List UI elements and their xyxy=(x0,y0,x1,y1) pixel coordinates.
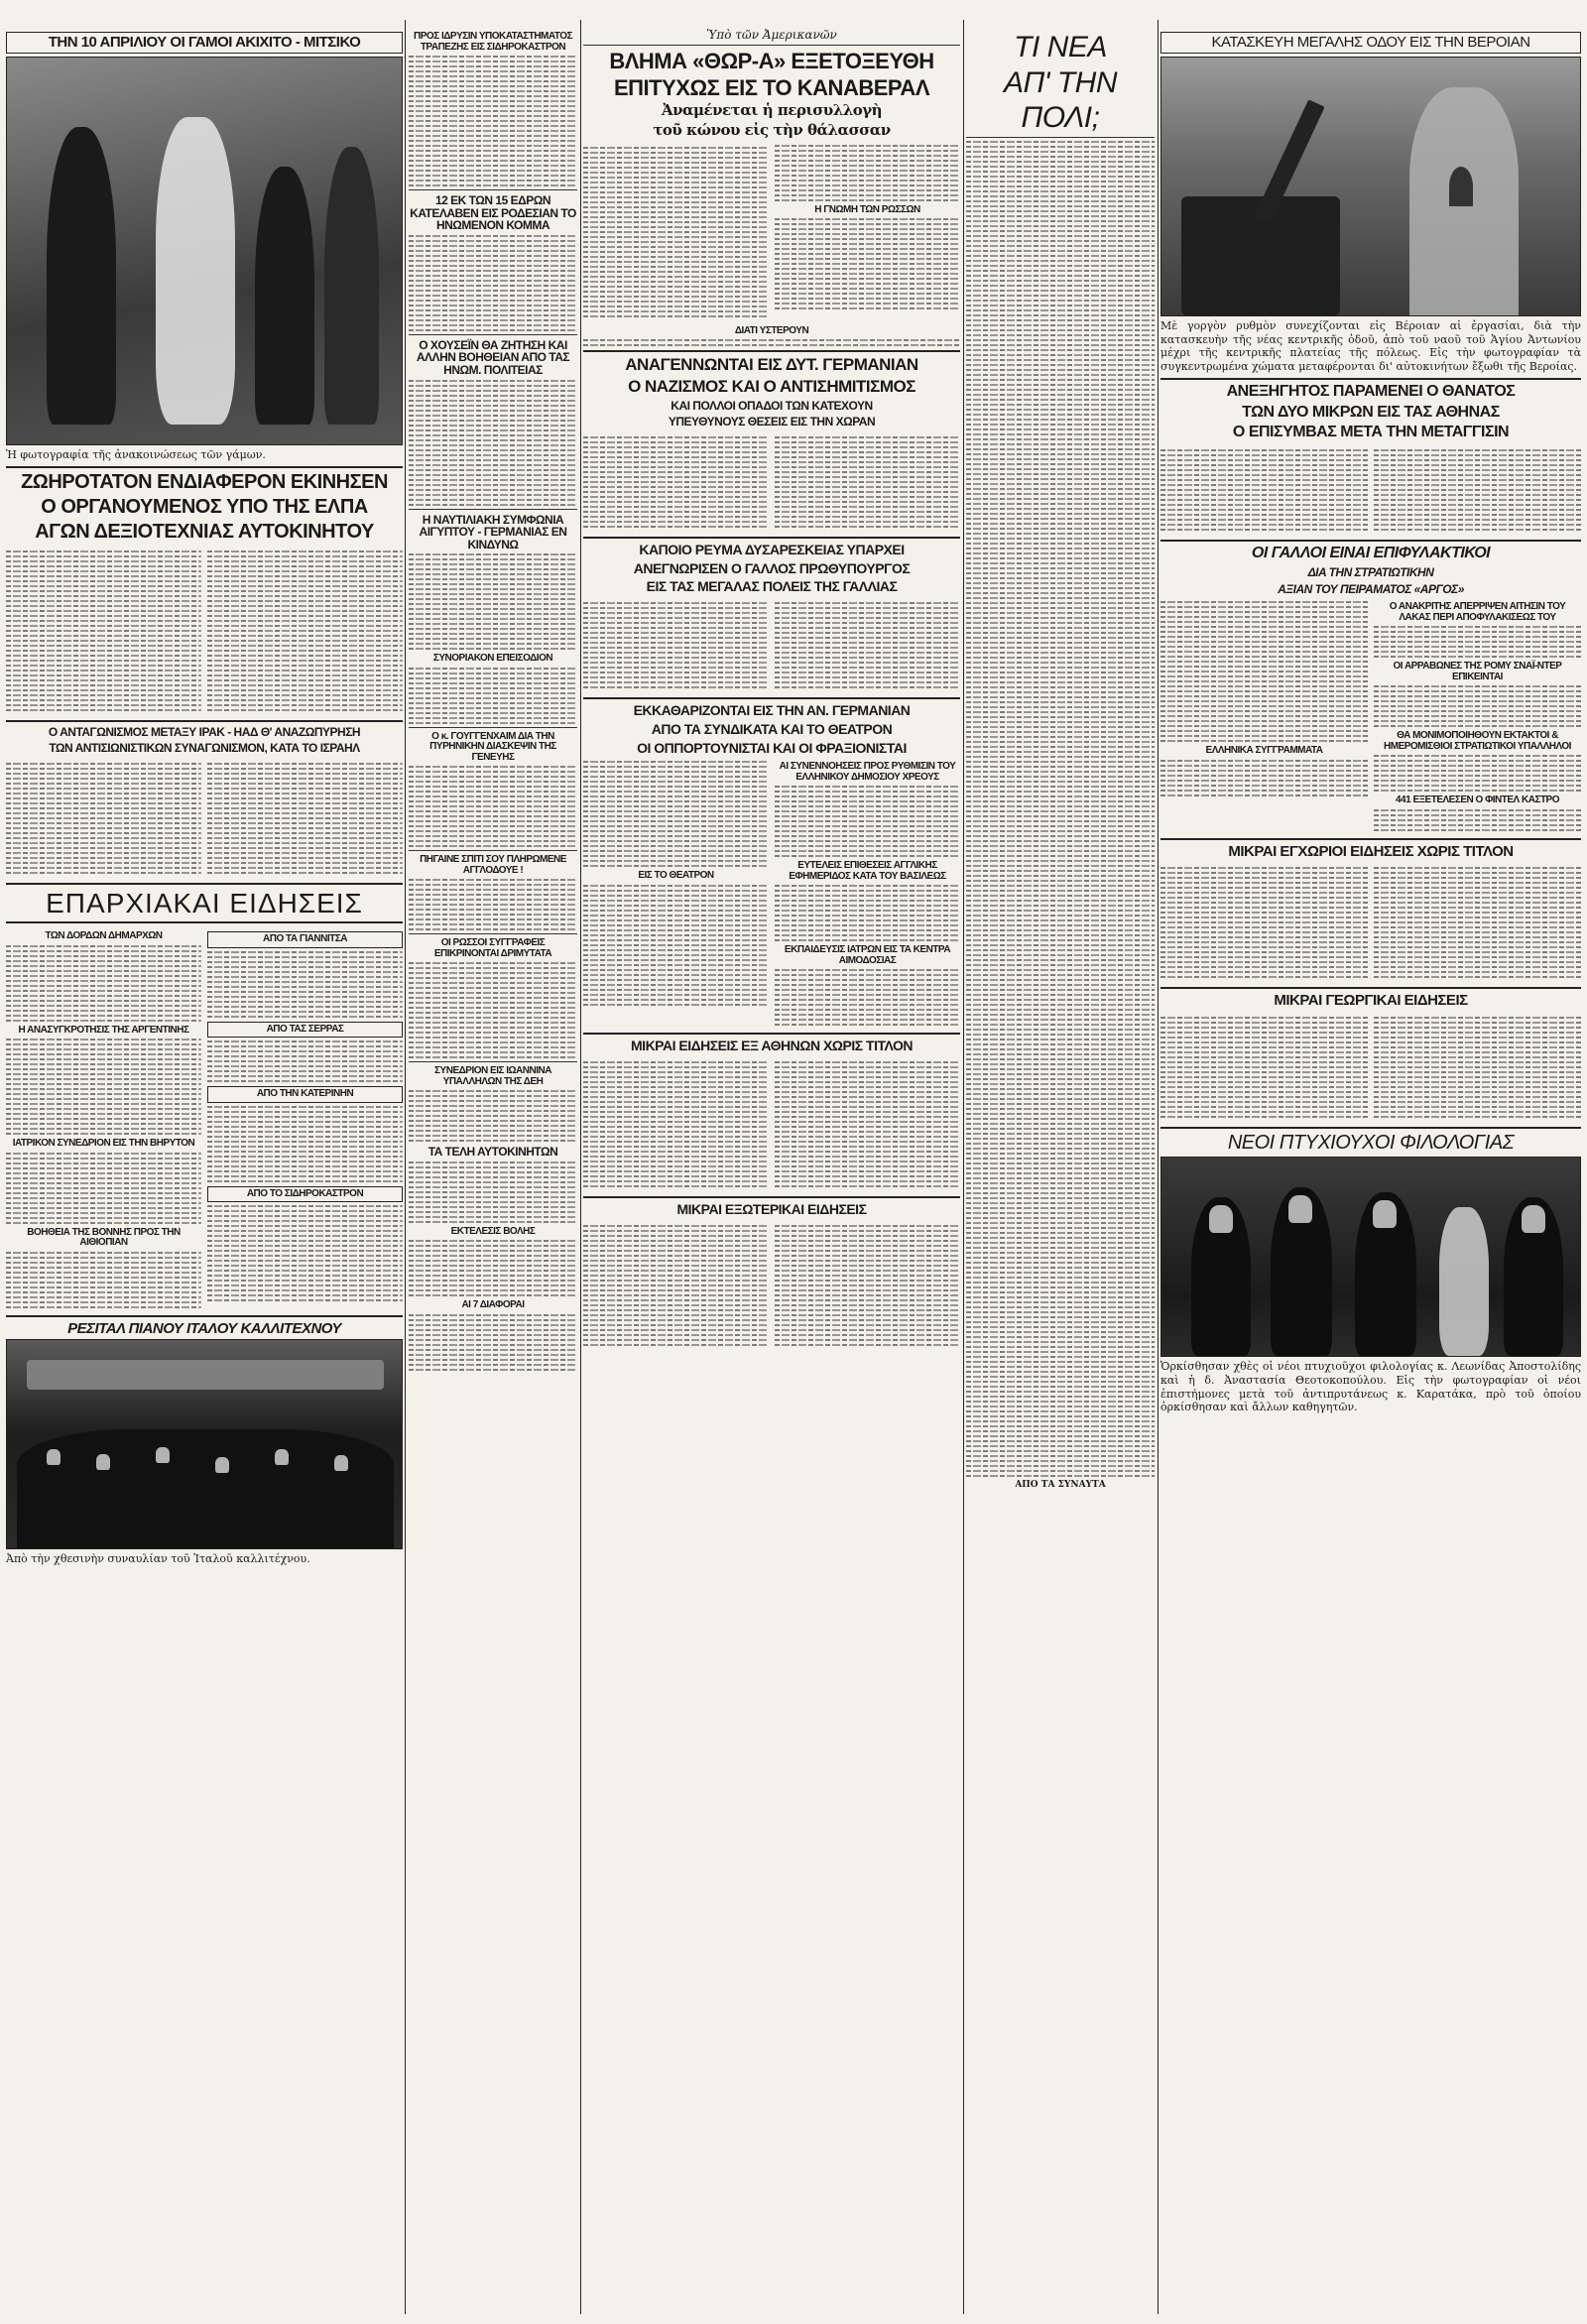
nazism-headline-3: ΚΑΙ ΠΟΛΛΟΙ ΟΠΑΔΟΙ ΤΩΝ ΚΑΤΕΧΟΥΝ xyxy=(671,398,873,413)
diafores-headline: ΑΙ 7 ΔΙΑΦΟΡΑΙ xyxy=(461,1299,525,1311)
article-text xyxy=(207,951,403,1018)
engagement-headline: ΟΙ ΑΡΡΑΒΩΝΕΣ ΤΗΣ ΡΟΜΥ ΣΝΑΪ-ΝΤΕΡ ΕΠΙΚΕΙΝΤΑΙ xyxy=(1393,661,1562,682)
article-text xyxy=(409,1090,577,1142)
rhodesia-headline: 12 ΕΚ ΤΩΝ 15 ΕΔΡΩΝ ΚΑΤΕΛΑΒΕΝ ΕΙΣ ΡΟΔΕΣΙΑΝ ΤΟ ΗΝΩΜΕΝΟΝ ΚΟΜΜΑ xyxy=(410,193,576,233)
gouggenheim-headline: Ο κ. ΓΟΥΓΓΕΝΧΑΙΜ ΔΙΑ ΤΗΝ ΠΥΡΗΝΙΚΗΝ ΔΙΑΣΚΕΨΙΝ ΤΗΣ ΓΕΝΕΥΗΣ xyxy=(429,730,556,763)
why-late-headline: ΔΙΑΤΙ ΥΣΤΕΡΟΥΝ xyxy=(734,324,809,336)
lakas-headline: Ο ΑΝΑΚΡΙΤΗΣ ΑΠΕΡΡΙΨΕΝ ΑΙΤΗΣΙΝ ΤΟΥ ΛΑΚΑΣ ΠΕΡΙ ΑΠΟΦΥΛΑΚΙΣΕΩΣ ΤΟΥ xyxy=(1389,601,1566,623)
nea-headline-2: ΑΠ' ΤΗΝ xyxy=(1004,65,1117,99)
nea-headline-1: ΤΙ ΝΕΑ xyxy=(1014,31,1107,63)
column-rule xyxy=(405,20,406,2314)
wedding-headline: ΤΗΝ 10 ΑΠΡΙΛΙΟΥ ΟΙ ΓΑΜΟΙ ΑΚΙΧΙΤΟ - ΜΙΤΣΙΚΟ xyxy=(6,32,403,54)
exhibition-headline-3: ΑΓΩΝ ΔΕΞΙΟΤΕΧΝΙΑΣ ΑΥΤΟΚΙΝΗΤΟΥ xyxy=(35,520,374,543)
road-headline: ΚΑΤΑΣΚΕΥΗ ΜΕΓΑΛΗΣ ΟΔΟΥ ΕΙΣ ΤΗΝ ΒΕΡΟΙΑΝ xyxy=(1160,32,1581,54)
writers-headline: ΕΛΛΗΝΙΚΑ ΣΥΓΓΡΑΜΜΑΤΑ xyxy=(1205,745,1323,757)
volos-headline: ΕΚΤΕΛΕΣΙΣ ΒΟΛΗΣ xyxy=(450,1225,536,1237)
article-text xyxy=(775,885,960,941)
local-brief-headline: ΜΙΚΡΑΙ ΕΓΧΩΡΙΟΙ ΕΙΔΗΣΕΙΣ ΧΩΡΙΣ ΤΙΤΛΟΝ xyxy=(1228,842,1514,860)
article-text xyxy=(1374,755,1581,792)
article-text xyxy=(409,235,577,331)
france-headline-3: ΕΙΣ ΤΑΣ ΜΕΓΑΛΑΣ ΠΟΛΕΙΣ ΤΗΣ ΓΑΛΛΙΑΣ xyxy=(646,578,898,595)
car-fees-headline: ΤΑ ΤΕΛΗ ΑΥΤΟΚΙΝΗΤΩΝ xyxy=(427,1145,558,1160)
exhibition-headline-1: ΖΩΗΡΟΤΑΤΟΝ ΕΝΔΙΑΦΕΡΟΝ ΕΚΙΝΗΣΕΝ xyxy=(21,470,388,493)
death-headline-3: Ο ΕΠΙΣΥΜΒΑΣ ΜΕΤΑ ΤΗΝ ΜΕΤΑΓΓΙΣΙΝ xyxy=(1232,424,1510,441)
bank-headline: ΠΡΟΣ ΙΔΡΥΣΙΝ ΥΠΟΚΑΤΑΣΤΗΜΑΤΟΣ ΤΡΑΠΕΖΗΣ ΕΙΣ ΣΙΔΗΡΟΚΑΣΤΡΟΝ xyxy=(414,31,572,53)
iraq-headline-1: Ο ΑΝΤΑΓΩΝΙΣΜΟΣ ΜΕΤΑΞΥ ΙΡΑΚ - ΗΑΔ Θ' ΑΝΑΖΩΠΥΡΗΣΗ xyxy=(48,724,361,739)
column-text xyxy=(966,141,1155,1477)
medical-headline: ΙΑΤΡΙΚΟΝ ΣΥΝΕΔΡΙΟΝ ΕΙΣ ΤΗΝ ΒΗΡΥΤΟΝ xyxy=(12,1138,195,1150)
article-text xyxy=(775,433,960,531)
article-text xyxy=(775,1222,960,1349)
column-1 xyxy=(6,28,403,1569)
nazism-headline-2: Ο ΝΑΖΙΣΜΟΣ ΚΑΙ Ο ΑΝΤΙΣΗΜΙΤΙΣΜΟΣ xyxy=(628,377,916,397)
recital-caption: Ἀπὸ τὴν χθεσινὴν συναυλίαν τοῦ Ἰταλοῦ καλλιτέχνου. xyxy=(6,1552,310,1566)
column-5 xyxy=(1160,28,1581,1417)
recital-headline: ΡΕΣΙΤΑΛ ΠΙΑΝΟΥ ΙΤΑΛΟΥ ΚΑΛΛΙΤΕΧΝΟΥ xyxy=(67,1319,341,1337)
graduates-caption: Ὁρκίσθησαν χθὲς οἱ νέοι πτυχιοῦχοι φιλολογίας κ. Λεωνίδας Ἀποστολίδης καὶ ἡ δ. Ἀναστασία Θεοτοκοπούλου. Εἰς τὴν φωτογραφίαν οἱ νέοι ἐπιστήμονες μετὰ τοῦ ἀντιπρυτάνεως κ. Καρατάκα, πρὸ τοῦ ὁποίου ὁρκίσθησαν καὶ ἄλλων καθηγητῶν. xyxy=(1160,1360,1581,1414)
article-text xyxy=(409,56,577,186)
column-rule xyxy=(580,20,581,2314)
article-text xyxy=(207,1106,403,1182)
thor-headline-2: ΕΠΙΤΥΧΩΣ ΕΙΣ ΤΟ ΚΑΝΑΒΕΡΑΛ xyxy=(614,75,929,101)
sub-headline: ΤΩΝ ΔΟΡΔΩΝ ΔΗΜΑΡΧΩΝ xyxy=(45,930,163,942)
article-text xyxy=(1374,864,1581,981)
border-headline: ΣΥΝΟΡΙΑΚΟΝ ΕΠΕΙΣΟΔΙΟΝ xyxy=(432,653,553,665)
article-text xyxy=(409,766,577,847)
article-text xyxy=(409,962,577,1058)
france-headline-1: ΚΑΠΟΙΟ ΡΕΥΜΑ ΔΥΣΑΡΕΣΚΕΙΑΣ ΥΠΑΡΧΕΙ xyxy=(639,542,905,558)
article-text xyxy=(1160,864,1368,981)
thor-headline-1: ΒΛΗΜΑ «ΘΩΡ-Α» ΕΞΕΤΟΞΕΥΘΗ xyxy=(609,49,934,73)
article-text xyxy=(409,1314,577,1371)
wedding-photo xyxy=(6,57,403,445)
article-text xyxy=(583,433,769,531)
column-4 xyxy=(966,28,1155,1490)
gauls-headline-2: ΔΙΑ ΤΗΝ ΣΤΡΑΤΙΩΤΙΚΗΝ xyxy=(1307,564,1434,579)
katerini-headline: ΑΠΟ ΤΗΝ ΚΑΤΕΡΙΝΗΝ xyxy=(207,1086,403,1103)
bonn-headline: ΒΟΗΘΕΙΑ ΤΗΣ ΒΟΝΝΗΣ ΠΡΟΣ ΤΗΝ ΑΙΘΙΟΠΙΑΝ xyxy=(27,1226,181,1249)
article-text xyxy=(1374,1014,1581,1121)
sidirokastro-headline: ΑΠΟ ΤΟ ΣΙΔΗΡΟΚΑΣΤΡΟΝ xyxy=(207,1186,403,1203)
nea-headline-3: ΠΟΛΙ; xyxy=(1021,101,1100,134)
article-text xyxy=(6,945,201,1022)
debt-headline: ΑΙ ΣΥΝΕΝΝΟΗΣΕΙΣ ΠΡΟΣ ΡΥΘΜΙΣΙΝ ΤΟΥ ΕΛΛΗΝΙΚΟΥ ΔΗΜΟΣΙΟΥ ΧΡΕΟΥΣ xyxy=(779,761,956,783)
theatre-headline: ΕΙΣ ΤΟ ΘΕΑΤΡΟΝ xyxy=(638,870,714,882)
article-text xyxy=(207,1205,403,1301)
giannitsa-headline: ΑΠΟ ΤΑ ΓΙΑΝΝΙΤΣΑ xyxy=(207,931,403,948)
iraq-headline-2: ΤΩΝ ΑΝΤΙΣΙΩΝΙΣΤΙΚΩΝ ΣΥΝΑΓΩΝΙΣΜΟΝ, ΚΑΤΑ ΤΟ ΙΣΡΑΗΛ xyxy=(49,741,360,756)
foreign-brief-headline: ΜΙΚΡΑΙ ΕΞΩΤΕΡΙΚΑΙ ΕΙΔΗΣΕΙΣ xyxy=(676,1200,867,1217)
article-text xyxy=(775,1058,960,1190)
article-text xyxy=(583,339,960,346)
article-text xyxy=(6,548,201,714)
article-text xyxy=(207,1040,403,1082)
article-text xyxy=(583,761,769,867)
article-text xyxy=(409,1162,577,1223)
article-text xyxy=(775,969,960,1026)
road-caption: Μὲ γοργὸν ρυθμὸν συνεχίζονται εἰς Βέροιαν αἱ ἐργασίαι, διὰ τὴν κατασκευὴν τῆς νέας κεντρικῆς ὁδοῦ, ἀπὸ τοῦ ναοῦ τοῦ Ἁγίου Ἀντωνίου μέχρι τῆς κεντρικῆς πλατείας τῆς πόλεως. Εἰς τὴν φωτογραφίαν τὰ συγκεντρωμένα χώματα μεταφέρονται δι' αὐτοκινήτων ἔξωθι τῆς Βεροίας. xyxy=(1160,318,1581,373)
castro-headline: 441 ΕΞΕΤΕΛΕΣΕΝ Ο ΦΙΝΤΕΛ ΚΑΣΤΡΟ xyxy=(1395,795,1560,806)
column-2 xyxy=(409,28,577,1374)
article-text xyxy=(775,599,960,691)
agri-headline: ΜΙΚΡΑΙ ΓΕΩΡΓΙΚΑΙ ΕΙΔΗΣΕΙΣ xyxy=(1274,992,1468,1010)
column-rule xyxy=(1158,20,1159,2314)
article-text xyxy=(1374,685,1581,727)
russian-writers-headline: ΟΙ ΡΩΣΣΟΙ ΣΥΓΓΡΑΦΕΙΣ ΕΠΙΚΡΙΝΟΝΤΑΙ ΔΡΙΜΥΤΑΤΑ xyxy=(433,937,552,959)
purge-headline-3: ΟΙ ΟΠΠΟΡΤΟΥΝΙΣΤΑΙ ΚΑΙ ΟΙ ΦΡΑΞΙΟΝΙΣΤΑΙ xyxy=(637,739,907,756)
purge-headline-2: ΑΠΟ ΤΑ ΣΥΝΔΙΚΑΤΑ ΚΑΙ ΤΟ ΘΕΑΤΡΟΝ xyxy=(651,720,893,737)
column-3 xyxy=(583,28,960,1351)
gauls-headline-3: ΑΞΙΑΝ ΤΟΥ ΠΕΙΡΑΜΑΤΟΣ «ΑΡΓΟΣ» xyxy=(1278,581,1464,596)
article-text xyxy=(583,885,769,1006)
thor-deck-1: Ἀναμένεται ἡ περισυλλογὴ xyxy=(661,101,883,120)
column-signature: ΑΠΟ ΤΑ ΣΥΝΑΥΤΑ xyxy=(1015,1479,1106,1490)
purge-headline-1: ΕΚΚΑΘΑΡΙΖΟΝΤΑΙ ΕΙΣ ΤΗΝ ΑΝ. ΓΕΡΜΑΝΙΑΝ xyxy=(633,702,911,719)
article-text xyxy=(583,1058,769,1190)
naval-headline: Η ΝΑΥΤΙΛΙΑΚΗ ΣΥΜΦΩΝΙΑ ΑΙΓΥΠΤΟΥ - ΓΕΡΜΑΝΙΑΣ ΕΝ ΚΙΝΔΥΝΩ xyxy=(419,512,567,551)
attacks-headline: ΕΥΤΕΛΕΙΣ ΕΠΙΘΕΣΕΙΣ ΑΓΓΛΙΚΗΣ ΕΦΗΜΕΡΙΔΟΣ ΚΑΤΑ ΤΟΥ ΒΑΣΙΛΕΩΣ xyxy=(789,860,946,882)
article-text xyxy=(1160,446,1368,534)
russian-opinion-headline: Η ΓΝΩΜΗ ΤΩΝ ΡΩΣΣΩΝ xyxy=(814,203,920,215)
article-text xyxy=(1160,760,1368,796)
article-text xyxy=(207,760,403,877)
article-text xyxy=(775,145,960,201)
article-text xyxy=(1160,1014,1368,1121)
article-text xyxy=(409,553,577,650)
serres-headline: ΑΠΟ ΤΑΣ ΣΕΡΡΑΣ xyxy=(207,1022,403,1039)
nazism-headline-4: ΥΠΕΥΘΥΝΟΥΣ ΘΕΣΕΙΣ ΕΙΣ ΤΗΝ ΧΩΡΑΝ xyxy=(668,415,876,429)
article-text xyxy=(775,218,960,309)
article-text xyxy=(6,1153,201,1224)
death-headline-1: ΑΝΕΞΗΓΗΤΟΣ ΠΑΡΑΜΕΝΕΙ Ο ΘΑΝΑΤΟΣ xyxy=(1226,382,1516,400)
provincial-news-title: ΕΠΑΡΧΙΑΚΑΙ ΕΙΔΗΣΕΙΣ xyxy=(46,887,363,918)
article-text xyxy=(1374,626,1581,658)
ioannina-headline: ΣΥΝΕΔΡΙΟΝ ΕΙΣ ΙΩΑΝΝΙΝΑ ΥΠΑΛΛΗΛΩΝ ΤΗΣ ΔΕΗ xyxy=(434,1065,551,1087)
kicker: Ὑπὸ τῶν Ἀμερικανῶν xyxy=(706,28,837,42)
article-text xyxy=(409,380,577,506)
road-photo xyxy=(1160,57,1581,316)
column-rule xyxy=(963,20,964,2314)
exhibition-headline-2: Ο ΟΡΓΑΝΟΥΜΕΝΟΣ ΥΠΟ ΤΗΣ ΕΛΠΑ xyxy=(41,495,368,518)
article-text xyxy=(1374,446,1581,534)
wedding-caption: Ἡ φωτογραφία τῆς ἀνακοινώσεως τῶν γάμων. xyxy=(6,447,266,461)
article-text xyxy=(207,548,403,714)
nazism-headline-1: ΑΝΑΓΕΝΝΩΝΤΑΙ ΕΙΣ ΔΥΤ. ΓΕΡΜΑΝΙΑΝ xyxy=(625,355,918,375)
article-text xyxy=(1160,601,1368,742)
article-text xyxy=(775,786,960,857)
article-text xyxy=(409,879,577,930)
article-text xyxy=(1374,809,1581,831)
thor-deck-2: τοῦ κώνου εἰς τὴν θάλασσαν xyxy=(653,120,891,139)
article-text xyxy=(409,1240,577,1296)
athens-brief-headline: ΜΙΚΡΑΙ ΕΙΔΗΣΕΙΣ ΕΞ ΑΘΗΝΩΝ ΧΩΡΙΣ ΤΙΤΛΟΝ xyxy=(631,1038,913,1054)
employees-headline: ΘΑ ΜΟΝΙΜΟΠΟΙΗΘΟΥΝ ΕΚΤΑΚΤΟΙ & ΗΜΕΡΟΜΙΣΘΙΟΙ ΣΤΡΑΤΙΩΤΙΚΟΙ ΥΠΑΛΛΗΛΟΙ xyxy=(1384,730,1571,752)
argentina-headline: Η ΑΝΑΣΥΓΚΡΟΤΗΣΙΣ ΤΗΣ ΑΡΓΕΝΤΙΝΗΣ xyxy=(18,1024,189,1036)
death-headline-2: ΤΩΝ ΔΥΟ ΜΙΚΡΩΝ ΕΙΣ ΤΑΣ ΑΘΗΝΑΣ xyxy=(1242,403,1500,421)
gauls-headline-1: ΟΙ ΓΑΛΛΟΙ ΕΙΝΑΙ ΕΠΙΦΥΛΑΚΤΙΚΟΙ xyxy=(1251,545,1491,562)
article-text xyxy=(583,599,769,691)
france-headline-2: ΑΝΕΓΝΩΡΙΣΕΝ Ο ΓΑΛΛΟΣ ΠΡΩΘΥΠΟΥΡΓΟΣ xyxy=(633,559,911,576)
recital-photo xyxy=(6,1339,403,1549)
article-text xyxy=(583,1222,769,1349)
article-text xyxy=(6,1252,201,1308)
graduates-photo xyxy=(1160,1157,1581,1357)
article-text xyxy=(409,668,577,724)
article-text xyxy=(6,1039,201,1135)
article-text xyxy=(583,144,769,320)
doctors-headline: ΕΚΠΑΙΔΕΥΣΙΣ ΙΑΤΡΩΝ ΕΙΣ ΤΑ ΚΕΝΤΡΑ ΑΙΜΟΔΟΣΙΑΣ xyxy=(784,944,951,966)
hussein-headline: Ο ΧΟΥΣΕΪΝ ΘΑ ΖΗΤΗΣΗ ΚΑΙ ΑΛΛΗΝ ΒΟΗΘΕΙΑΝ ΑΠΟ ΤΑΣ ΗΝΩΜ. ΠΟΛΙΤΕΙΑΣ xyxy=(416,337,570,377)
graduates-headline: ΝΕΟΙ ΠΤΥΧΙΟΥΧΟΙ ΦΙΛΟΛΟΓΙΑΣ xyxy=(1227,1132,1515,1155)
farmer-headline: ΠΗΓΑΙΝΕ ΣΠΙΤΙ ΣΟΥ ΠΛΗΡΩΜΕΝΕ ΑΓΓΛΟΔΟΥΕ ! xyxy=(420,854,566,876)
article-text xyxy=(6,760,201,877)
